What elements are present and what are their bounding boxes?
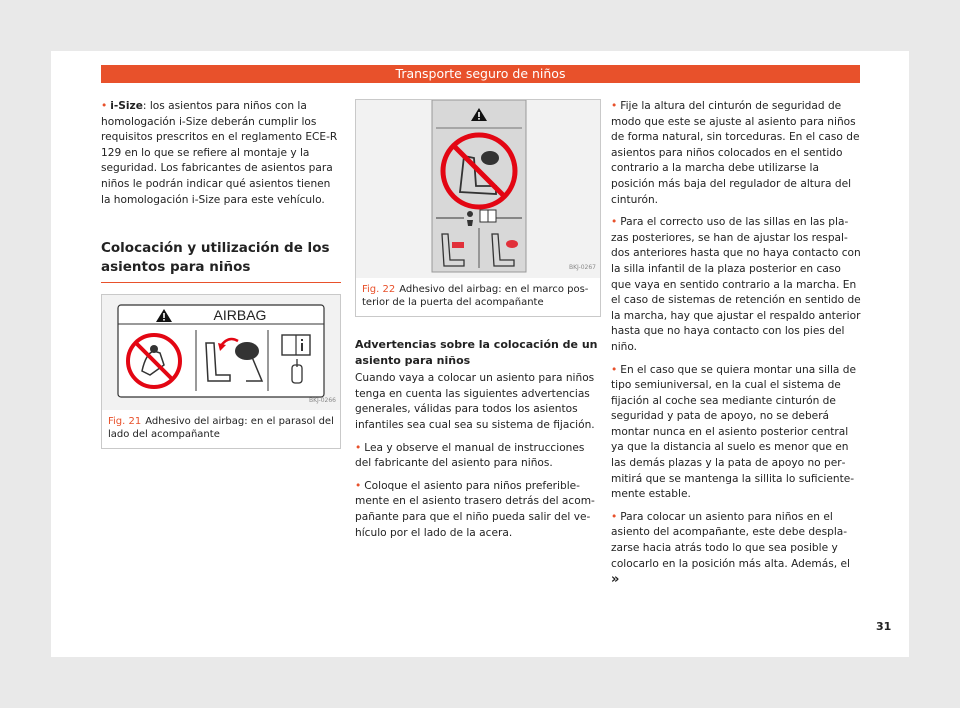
door-sticker-image — [356, 100, 600, 278]
column-left — [101, 99, 341, 459]
column-middle — [355, 99, 601, 548]
bullet-text: Lea y observe el manual de instrucciones del fabricante del asiento para niños. — [355, 441, 585, 470]
section-heading: Colocación y utilización de los asientos para niños — [101, 239, 341, 283]
figure-caption-text: Adhesivo del airbag: en el parasol del lado del acompañante — [108, 416, 334, 441]
bullet-item — [355, 441, 601, 472]
isize-term: i-Size — [110, 100, 143, 112]
figure-number: Fig. 22 — [362, 284, 396, 295]
continue-mark: » — [611, 572, 620, 588]
bullet-icon: • — [355, 441, 362, 454]
isize-paragraph — [101, 99, 341, 208]
bullet-text: Coloque el asiento para niños preferiblemente en el asiento trasero detrás del acompañante para que el niño pueda salir del vehículo por el lado de la acera. — [355, 479, 595, 539]
figure-caption-text: Adhesivo del airbag: en el marco posterior de la puerta del acompañante — [362, 284, 589, 308]
bullet-icon: • — [101, 100, 108, 112]
airbag-sticker-image — [102, 295, 340, 410]
bullet-item — [611, 99, 861, 208]
manual-book-icon — [480, 210, 496, 222]
figure-code: BKJ-0266 — [308, 396, 336, 404]
airbag-sticker-graphic — [102, 295, 340, 410]
airbag-label: AIRBAG — [213, 307, 267, 324]
bullet-icon: • — [611, 216, 618, 229]
figure-caption — [356, 278, 600, 316]
door-sticker-graphic — [356, 100, 600, 278]
bullet-icon: • — [611, 100, 618, 112]
figure-caption — [102, 410, 340, 448]
page-number: 31 — [876, 620, 892, 633]
bullet-item — [355, 479, 601, 541]
bullet-icon: • — [611, 363, 618, 376]
manual-book-icon — [282, 335, 310, 355]
bullet-text: En el caso que se quiera montar una silla de tipo semiuniversal, en la cual el sistema de fijación al coche sea mediante cinturón de seguridad y pata de apoyo, no se deberá montar nunca en el asiento posterior central ya que la distancia al suelo es menor que en las demás plazas y la pata de apoyo no permitirá que se mantenga la sillita lo suficientemente estable. — [611, 363, 857, 501]
section-heading: Advertencias sobre la colocación de un asiento para niños — [355, 338, 598, 367]
bullet-text: Para el correcto uso de las sillas en las plazas posteriores, se han de ajustar los respaldos anteriores hasta que no haya contacto con la silla infantil de la plaza posterior en caso que vaya en sentido contrario a la marcha. En el caso de sistemas de retención en sentido de la marcha, hay que ajustar el respaldo anterior hasta que no haya contacto con los pies del niño. — [611, 216, 861, 353]
figure-code: BKJ-0267 — [568, 264, 596, 272]
figure-number: Fig. 21 — [108, 416, 142, 428]
column-right — [611, 99, 861, 596]
bullet-item — [611, 215, 861, 355]
bullet-text: Fije la altura del cinturón de seguridad de modo que este se ajuste al asiento para niños de forma natural, sin torceduras. En el caso de asientos para niños colocados en el sentido contrario a la marcha debe utilizarse la posición más baja del regulador de altura del cinturón. — [611, 100, 860, 206]
isize-text: : los asientos para niños con la homologación i-Size deberán cumplir los requisitos prescritos en el reglamento ECE-R 129 en lo que se refiere al montaje y la seguridad. Los fabricantes de asientos para niños le podrán indicar qué asientos tienen la homologación i-Size para este vehículo. — [101, 100, 338, 206]
bullet-icon: • — [611, 510, 618, 523]
figure-21 — [101, 294, 341, 449]
bullet-text: Para colocar un asiento para niños en el asiento del acompañante, este debe desplazarse hacia atrás todo lo que sea posible y colocarlo en la posición más alta. Además, el — [611, 510, 850, 570]
bullet-icon: • — [355, 479, 362, 492]
intro-paragraph: Cuando vaya a colocar un asiento para niños tenga en cuenta las siguientes advertencias generales, válidas para todos los asientos infantiles sea cual sea su sistema de fijación. — [355, 372, 595, 431]
figure-22 — [355, 99, 601, 317]
bullet-item — [611, 510, 861, 589]
bullet-item — [611, 363, 861, 503]
page-header: Transporte seguro de niños — [101, 65, 860, 83]
